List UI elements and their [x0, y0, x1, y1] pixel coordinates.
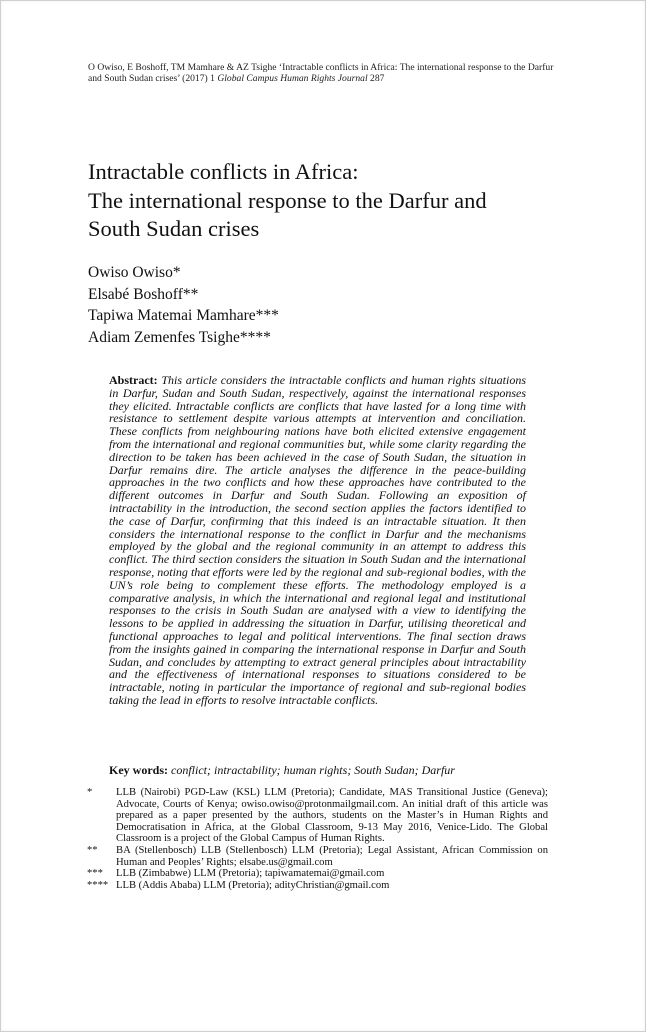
abstract [109, 374, 526, 707]
author-name: Tapiwa Matemai Mamhare*** [88, 307, 279, 324]
title-line-3: South Sudan crises [88, 216, 260, 241]
abstract-label: Abstract: [109, 373, 158, 387]
footnote-text: LLB (Nairobi) PGD-Law (KSL) LLM (Pretoria); Candidate, MAS Transitional Justice (Geneva); Advocate, Courts of Kenya; owiso.owiso@protonmailgmail.com. An initial draft of this article was prepared as a paper presented by the authors, students on the Master’s in Human Rights and Democratisation in Africa, at the Global Classroom, 9-13 May 2016, Venice-Lido. The Global Classroom is a project of the Global Campus of Human Rights. [116, 787, 548, 845]
footnote [87, 787, 548, 845]
page-number: 287 [367, 73, 385, 84]
footnote-mark: * [87, 787, 93, 798]
keywords-label: Key words: [109, 763, 168, 777]
author-name: Owiso Owiso* [88, 264, 181, 281]
footnote [87, 868, 548, 880]
author-list [88, 262, 568, 348]
keywords-text: conflict; intractability; human rights; South Sudan; Darfur [171, 763, 455, 777]
footnote-mark: *** [87, 868, 103, 880]
footnote [87, 845, 548, 868]
article-title [88, 158, 568, 244]
footnote-text: LLB (Zimbabwe) LLM (Pretoria); tapiwamatemai@gmail.com [116, 868, 385, 880]
citation-text: O Owiso, E Boshoff, TM Mamhare & AZ Tsighe ‘Intractable conflicts in Africa: The international response to the Darfur and South Sudan crises’ (2017) 1 [88, 62, 554, 84]
footnote [87, 880, 548, 892]
title-line-1: Intractable conflicts in Africa: [88, 159, 359, 184]
footnote-mark: ** [87, 844, 98, 856]
journal-name: Global Campus Human Rights Journal [217, 73, 368, 84]
footnote-mark: **** [87, 879, 109, 891]
footnote-text: BA (Stellenbosch) LLB (Stellenbosch) LLM (Pretoria); Legal Assistant, African Commission on Human and Peoples’ Rights; elsabe.us@gmail.com [116, 844, 548, 868]
footnote-text: LLB (Addis Ababa) LLM (Pretoria); adityChristian@gmail.com [116, 879, 390, 891]
keywords [109, 763, 526, 777]
author-name: Elsabé Boshoff** [88, 285, 199, 303]
author-name: Adiam Zemenfes Tsighe**** [88, 328, 271, 346]
abstract-text: This article considers the intractable conflicts and human rights situations in Darfur, Sudan and South Sudan, respectively, against the international responses they elicited. Intractable conflicts are conflicts that have lasted for a long time with resistance to settlement despite various attempts at intervention and conciliation. These conflicts from neighbouring nations have both elicited extensive engagement from the international and regional communities but, while some clarity regarding the direction to be taken has been achieved in the case of South Sudan, the situation in Darfur remains dire. The article analyses the difference in the peace-building approaches in the two conflicts and how these approaches have contributed to the different outcomes in Darfur and South Sudan. Following an exposition of intractability in the introduction, the second section applies the factors identified to the case of Darfur, confirming that this indeed is an intractable situation. It then considers the international response to the conflict in Darfur and the mechanisms employed by the global and the regional community in an attempt to address this conflict. The third section considers the situation in South Sudan and the international response, noting that efforts were led by the regional and sub-regional bodies, with the UN’s role being to complement these efforts. The methodology employed is a comparative analysis, in which the international and regional legal and institutional responses to the crisis in South Sudan are analysed with a view to identifying the lessons to be applied in addressing the situation in Darfur, utilising theoretical and functional approaches to legal and political interventions. The final section draws from the insights gained in comparing the international response in Darfur and South Sudan, and concludes by attempting to extract general principles about intractability and the effectiveness of international responses to situations considered to be intractable, noting in particular the importance of regional and sub-regional bodies taking the lead in efforts to resolve intractable conflicts. [109, 373, 526, 707]
title-line-2: The international response to the Darfur and [88, 187, 487, 213]
footnotes [87, 787, 548, 891]
running-header [88, 62, 558, 84]
